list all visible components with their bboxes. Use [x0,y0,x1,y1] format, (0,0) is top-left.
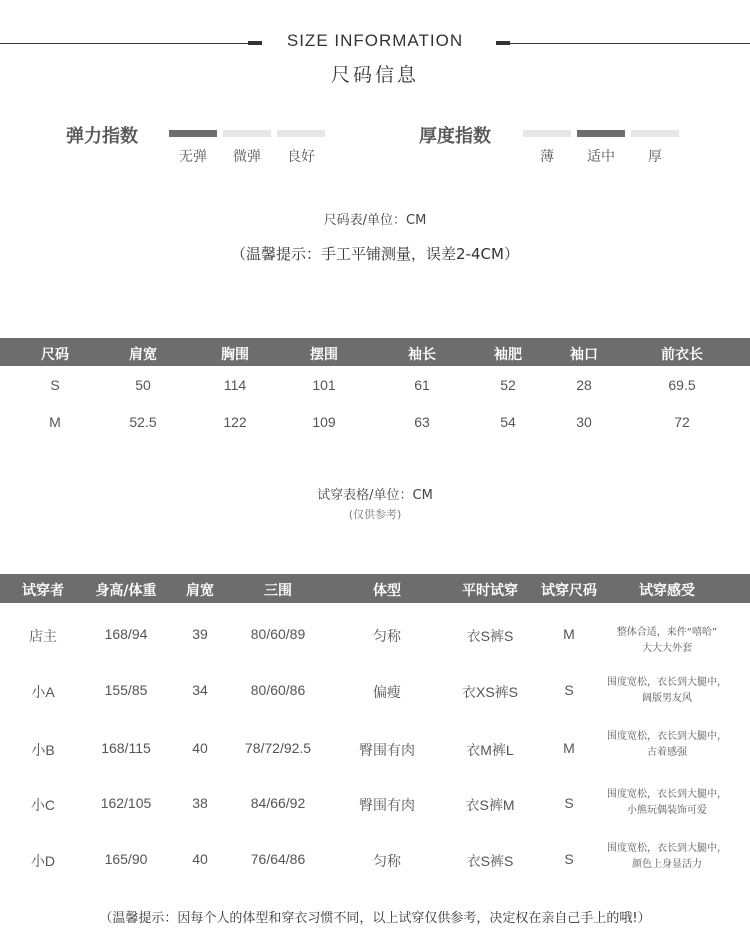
thickness-label: 厚度指数 [419,126,491,147]
tryon-col-header: 身高/体重 [95,583,157,599]
tryon-feel-line: 阔版男友风 [642,693,692,704]
size-col-header: 肩宽 [129,347,157,363]
size-cell: 52.5 [129,414,157,430]
tryon-usual: 衣XS裤S [461,684,518,700]
tryon-table-note: (仅供参考) [348,508,402,521]
tryon-feel-line: 大大大外套 [642,643,692,654]
size-table-note: （温馨提示：手工平铺测量，误差2-4CM） [231,245,519,263]
size-cell: 109 [312,414,336,430]
thickness-bar-1 [523,130,571,137]
tryon-shoulder: 34 [192,682,208,698]
tryon-usual: 衣S裤M [465,797,515,813]
tryon-shoulder: 40 [192,740,208,756]
tryon-feel-line: 整体合适，来件“嘻哈” [616,627,718,638]
tryon-size: S [564,851,574,867]
size-cell: 101 [312,377,336,393]
tryon-size: M [563,740,575,756]
size-table-header [0,338,750,366]
size-col-header: 尺码 [41,347,69,363]
elasticity-bar-3 [277,130,325,137]
tryon-shape: 匀称 [373,628,401,644]
size-col-header: 前衣长 [661,347,703,363]
tryon-bwh: 76/64/86 [250,851,306,867]
size-cell: 114 [223,377,247,393]
thickness-option: 适中 [587,149,615,165]
tryon-height-weight: 155/85 [104,682,148,698]
size-cell: 52 [500,377,516,393]
elasticity-option: 良好 [287,149,315,165]
thickness-option: 薄 [540,149,554,165]
tryon-col-header: 肩宽 [186,583,214,599]
thickness-bar-2 [577,130,625,137]
tryon-name: 小C [30,797,56,813]
size-cell: 30 [576,414,592,430]
thickness-bar-3 [631,130,679,137]
size-cell: 72 [674,414,690,430]
tryon-name: 店主 [29,628,57,644]
size-cell: S [50,377,60,393]
tryon-feel-line: 围度宽松，衣长到大腿中， [607,843,727,854]
elasticity-option: 微弹 [233,149,261,165]
size-cell: 50 [135,377,151,393]
tryon-feel-line: 小熊玩偶装饰可爱 [627,805,707,816]
tryon-col-header: 试穿者 [22,583,64,599]
tryon-shape: 匀称 [373,853,401,869]
size-cell: 28 [576,377,592,393]
size-col-header: 袖长 [408,347,436,363]
tryon-size: M [563,626,575,642]
tryon-feel-line: 围度宽松，衣长到大腿中， [607,789,727,800]
page-title-cn: 尺码信息 [330,64,419,86]
tryon-bwh: 78/72/92.5 [244,740,312,756]
thickness-option: 厚 [648,149,662,165]
tryon-table-caption: 试穿表格/单位：CM [317,488,433,503]
tryon-shape: 偏瘦 [373,684,401,700]
tryon-usual: 衣S裤S [466,853,514,869]
size-cell: 61 [414,377,430,393]
tryon-col-header: 三围 [264,583,292,599]
tryon-bwh: 80/60/89 [250,626,306,642]
elasticity-bar-1 [169,130,217,137]
tryon-bwh: 84/66/92 [250,795,306,811]
size-cell: 69.5 [668,377,696,393]
tryon-name: 小A [31,684,55,700]
tryon-col-header: 平时试穿 [462,583,518,599]
size-cell: M [49,414,61,430]
size-col-header: 胸围 [221,347,249,363]
tryon-feel-line: 颜色上身显活力 [632,859,702,870]
tryon-bwh: 80/60/86 [250,682,306,698]
size-cell: 54 [500,414,516,430]
page-title-en: SIZE INFORMATION [286,31,464,50]
tryon-height-weight: 168/115 [101,740,151,756]
tryon-col-header: 试穿感受 [639,583,695,599]
size-cell: 122 [223,414,247,430]
tryon-height-weight: 165/90 [104,851,148,867]
tryon-usual: 衣S裤S [466,628,514,644]
tryon-feel-line: 围度宽松，衣长到大腿中， [607,731,727,742]
elasticity-bar-2 [223,130,271,137]
tryon-height-weight: 162/105 [100,795,152,811]
tryon-table-header [0,574,750,603]
size-col-header: 袖口 [570,347,598,363]
tryon-col-header: 体型 [373,583,401,599]
size-col-header: 摆围 [310,347,338,363]
tryon-shape: 臀围有肉 [359,797,415,813]
tryon-size: S [564,682,574,698]
tryon-name: 小B [31,742,55,758]
tryon-shape: 臀围有肉 [359,742,415,758]
size-table-caption: 尺码表/单位：CM [323,213,427,228]
tryon-shoulder: 38 [192,795,208,811]
tryon-size: S [564,795,574,811]
tryon-feel-line: 古着感强 [647,747,687,758]
tryon-name: 小D [30,853,56,869]
tryon-shoulder: 40 [192,851,208,867]
tryon-feel-line: 围度宽松，衣长到大腿中， [607,677,727,688]
tryon-usual: 衣M裤L [466,742,514,758]
elasticity-label: 弹力指数 [66,126,138,147]
tryon-shoulder: 39 [192,626,208,642]
size-col-header: 袖肥 [494,347,522,363]
tryon-col-header: 试穿尺码 [541,583,597,599]
footer-note: （温馨提示：因每个人的体型和穿衣习惯不同，以上试穿仅供参考，决定权在亲自己手上的哦!） [99,911,651,926]
elasticity-option: 无弹 [179,149,207,165]
size-cell: 63 [414,414,430,430]
tryon-height-weight: 168/94 [104,626,148,642]
